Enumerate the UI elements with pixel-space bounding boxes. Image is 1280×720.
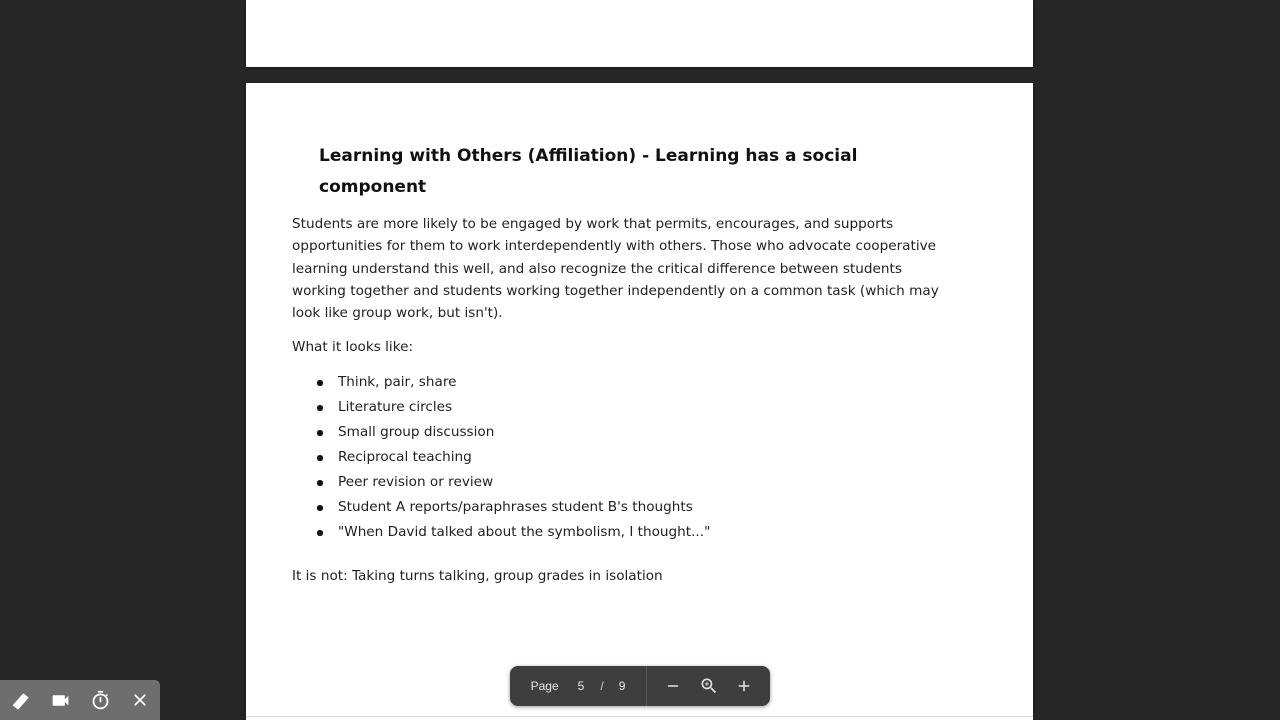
zoom-in-button[interactable] <box>735 677 753 695</box>
page-separator: / <box>600 679 604 693</box>
pen-tool-button[interactable] <box>10 690 31 711</box>
video-camera-icon <box>50 690 71 711</box>
bullet-item: Reciprocal teaching <box>338 445 710 470</box>
bullet-item: Think, pair, share <box>338 370 710 395</box>
page-bottom-edge <box>246 716 1033 717</box>
zoom-button[interactable] <box>699 676 719 696</box>
page-indicator <box>510 666 647 706</box>
zoom-out-button[interactable] <box>664 677 682 695</box>
close-icon <box>130 690 150 710</box>
magnifier-plus-icon <box>699 676 719 696</box>
total-pages: 9 <box>618 679 626 693</box>
zoom-controls <box>647 666 770 706</box>
bullet-item: Literature circles <box>338 395 710 420</box>
paragraph-line: working together and students working together independently on a common task (which may <box>292 282 939 299</box>
current-page <box>246 83 1033 720</box>
pen-icon <box>10 690 31 711</box>
minus-icon <box>664 677 682 695</box>
bullet-item: Peer revision or review <box>338 470 710 495</box>
paragraph-line: look like group work, but isn't). <box>292 305 503 322</box>
paragraph-line: Students are more likely to be engaged by work that permits, encourages, and supports <box>292 216 894 232</box>
bullet-item: Small group discussion <box>338 420 710 445</box>
document-closing-line: It is not: Taking turns talking, group grades in isolation <box>292 568 663 584</box>
close-toolbar-button[interactable] <box>130 690 150 710</box>
bullet-item: "When David talked about the symbolism, I thought..." <box>338 520 710 545</box>
bullet-list <box>338 370 710 545</box>
previous-page <box>246 0 1033 67</box>
annotation-toolbar <box>0 680 160 720</box>
document-subheading: What it looks like: <box>292 339 414 355</box>
timer-icon <box>90 690 111 711</box>
document-title-line2: component <box>319 177 427 197</box>
timer-button[interactable] <box>90 690 111 711</box>
paragraph-line: learning understand this well, and also recognize the critical difference between students <box>292 260 902 277</box>
pager-toolbar <box>510 666 770 706</box>
current-page-field[interactable]: 5 <box>577 679 585 693</box>
page-label: Page <box>530 679 559 693</box>
video-camera-button[interactable] <box>50 690 71 711</box>
bullet-item: Student A reports/paraphrases student B's thoughts <box>338 495 710 520</box>
document-paragraph <box>292 213 982 324</box>
document-title <box>319 141 959 203</box>
paragraph-line: opportunities for them to work interdependently with others. Those who advocate cooperative <box>292 238 937 255</box>
plus-icon <box>735 677 753 695</box>
document-title-line1: Learning with Others (Affiliation) - Learning has a social <box>319 146 858 166</box>
